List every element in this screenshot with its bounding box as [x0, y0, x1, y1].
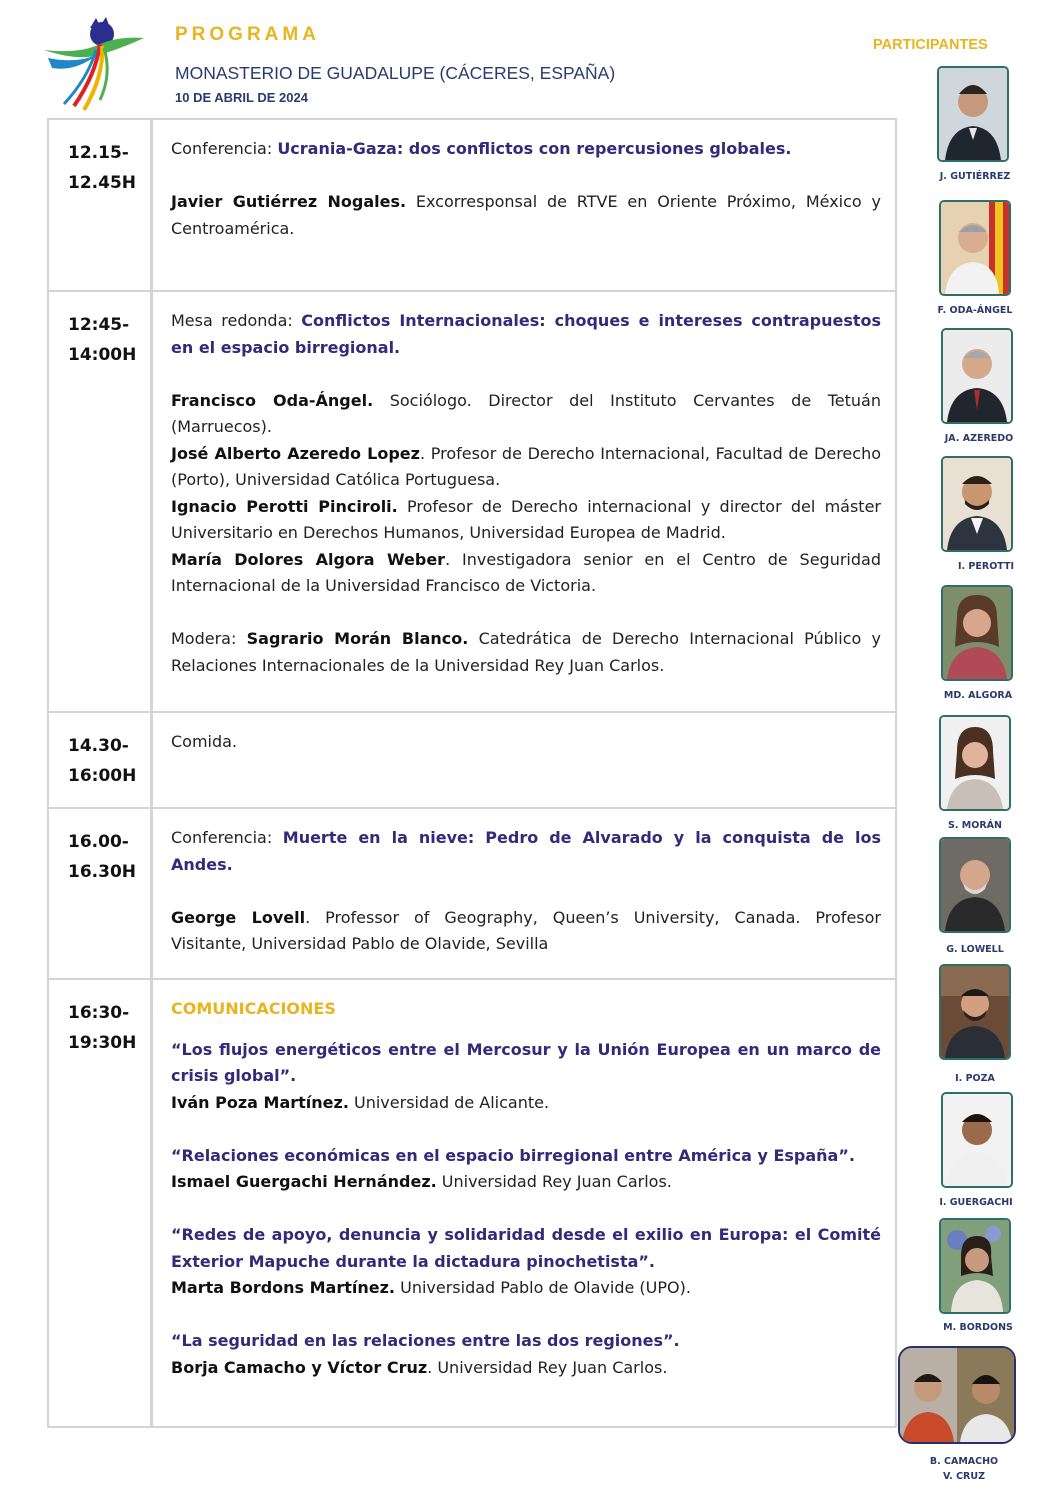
logo-icon [40, 14, 150, 114]
time-start: 12:45- [68, 315, 130, 335]
speaker-desc: Sociólogo. Director del Instituto Cervantes de Tetuán (Marruecos). [171, 390, 882, 436]
schedule-row [49, 713, 895, 809]
participant-photo [941, 328, 1013, 424]
schedule-row [49, 809, 895, 980]
venue-title: MONASTERIO DE GUADALUPE (CÁCERES, ESPAÑA) [175, 63, 616, 83]
time-start: 12.15- [68, 143, 129, 163]
moderator-desc: Catedrática de Derecho Internacional Público y Relaciones Internacionales de la Universidad Rey Juan Carlos. [171, 629, 882, 675]
session-content [171, 729, 881, 756]
time-end: 12.45H [68, 173, 136, 193]
participant-label: V. CRUZ [943, 1471, 985, 1482]
participants-heading: PARTICIPANTES [873, 37, 988, 53]
time-cell [49, 713, 153, 807]
program-heading: PROGRAMA [175, 24, 320, 45]
session-content [171, 825, 881, 958]
time-end: 16.30H [68, 862, 136, 882]
participant-photo [941, 1092, 1013, 1188]
participant-label: J. GUTIÉRREZ [939, 171, 1011, 182]
communications-heading: COMUNICACIONES [171, 999, 336, 1018]
speaker-name: Javier Gutiérrez Nogales. [171, 192, 407, 211]
participant-photo-pair [898, 1346, 1016, 1444]
participant-label: S. MORÁN [948, 820, 1002, 831]
speaker-desc: Excorresponsal de RTVE en Oriente Próximo, México y Centroamérica. [171, 192, 882, 238]
time-end: 19:30H [68, 1033, 137, 1053]
speaker-desc: . Profesor de Derecho Internacional, Facultad de Derecho (Porto), Universidad Católica Portuguesa. [171, 443, 881, 489]
participant-photo [941, 456, 1013, 552]
speaker-name: George Lovell [171, 907, 306, 927]
session-content [171, 136, 881, 242]
time-cell [49, 292, 153, 711]
speaker-name: Borja Camacho y Víctor Cruz [171, 1357, 428, 1377]
speaker-desc: . Professor of Geography, Queen’s University, Canada. Profesor Visitante, Universidad Pablo de Olavide, Sevilla [171, 907, 881, 953]
session-type: Conferencia: [171, 139, 278, 158]
session-title: Muerte en la nieve: Pedro de Alvarado y la conquista de los Andes. [171, 828, 882, 874]
participant-label: I. GUERGACHI [939, 1197, 1013, 1208]
time-start: 16:30- [68, 1003, 130, 1023]
speaker-desc: . Investigadora senior en el Centro de Seguridad Internacional de la Universidad Francisco de Victoria. [171, 549, 881, 595]
speaker-name: Francisco Oda-Ángel. [171, 390, 374, 410]
session-title: Conflictos Internacionales: choques e intereses contrapuestos en el espacio birregional. [171, 311, 882, 357]
participant-photo [939, 964, 1011, 1060]
speaker-name: Marta Bordons Martínez. [171, 1278, 396, 1297]
participant-photo [939, 715, 1011, 811]
participant-label: I. PEROTTI [957, 561, 1014, 572]
schedule-row [49, 120, 895, 292]
schedule-row [49, 292, 895, 713]
participant-label: M. BORDONS [943, 1322, 1013, 1333]
participant-photo [939, 200, 1011, 296]
time-start: 14.30- [68, 736, 129, 756]
communication-title: “Relaciones económicas en el espacio birregional entre América y España”. [171, 1145, 855, 1165]
time-start: 16.00- [68, 832, 129, 852]
speaker-name: María Dolores Algora Weber [171, 549, 446, 569]
schedule-row [49, 980, 895, 1426]
participant-label: F. ODA-ÁNGEL [937, 305, 1013, 316]
schedule-table [47, 118, 897, 1428]
participant-label: JA. AZEREDO [944, 433, 1014, 444]
speaker-desc: Profesor de Derecho internacional y director del máster Universitario en Derechos Humanos, Universidad Europea de Madrid. [171, 496, 881, 542]
speaker-desc: . Universidad Rey Juan Carlos. [427, 1357, 668, 1377]
time-end: 16:00H [68, 766, 137, 786]
communication-title: “Redes de apoyo, denuncia y solidaridad desde el exilio en Europa: el Comité Exterior Mapuche durante la dictadura pinochetista”. [171, 1225, 881, 1271]
speaker-name: Ignacio Perotti Pinciroli. [171, 496, 398, 516]
session-content [171, 308, 881, 679]
speaker-name: Ismael Guergachi Hernández. [171, 1172, 437, 1191]
time-end: 14:00H [68, 345, 137, 365]
participant-label: MD. ALGORA [943, 690, 1013, 701]
session-title: Ucrania-Gaza: dos conflictos con repercusiones globales. [277, 139, 792, 158]
session-type: Conferencia: [171, 828, 283, 847]
moderator-label: Modera: [171, 629, 247, 648]
time-cell [49, 980, 153, 1426]
time-cell [49, 120, 153, 290]
participant-photo [941, 585, 1013, 681]
communication-title: “Los flujos energéticos entre el Mercosur y la Unión Europea en un marco de crisis global”. [171, 1039, 881, 1085]
session-content [171, 996, 881, 1381]
participant-photo [939, 837, 1011, 933]
session-type: Mesa redonda: [171, 311, 302, 330]
participant-label: G. LOWELL [946, 944, 1004, 955]
communication-title: “La seguridad en las relaciones entre las dos regiones”. [171, 1331, 680, 1350]
speaker-name: José Alberto Azeredo Lopez [171, 443, 420, 463]
time-cell [49, 809, 153, 978]
session-text: Comida. [171, 732, 238, 751]
participant-photo [937, 66, 1009, 162]
participant-photo [939, 1218, 1011, 1314]
event-date: 10 DE ABRIL DE 2024 [175, 90, 308, 105]
speaker-name: Iván Poza Martínez. [171, 1092, 349, 1112]
speaker-desc: Universidad de Alicante. [348, 1092, 550, 1112]
participant-label: B. CAMACHO [929, 1456, 999, 1467]
moderator-name: Sagrario Morán Blanco. [246, 629, 469, 648]
speaker-desc: Universidad Pablo de Olavide (UPO). [395, 1278, 691, 1297]
participant-label: I. POZA [955, 1073, 995, 1084]
speaker-desc: Universidad Rey Juan Carlos. [436, 1172, 672, 1191]
